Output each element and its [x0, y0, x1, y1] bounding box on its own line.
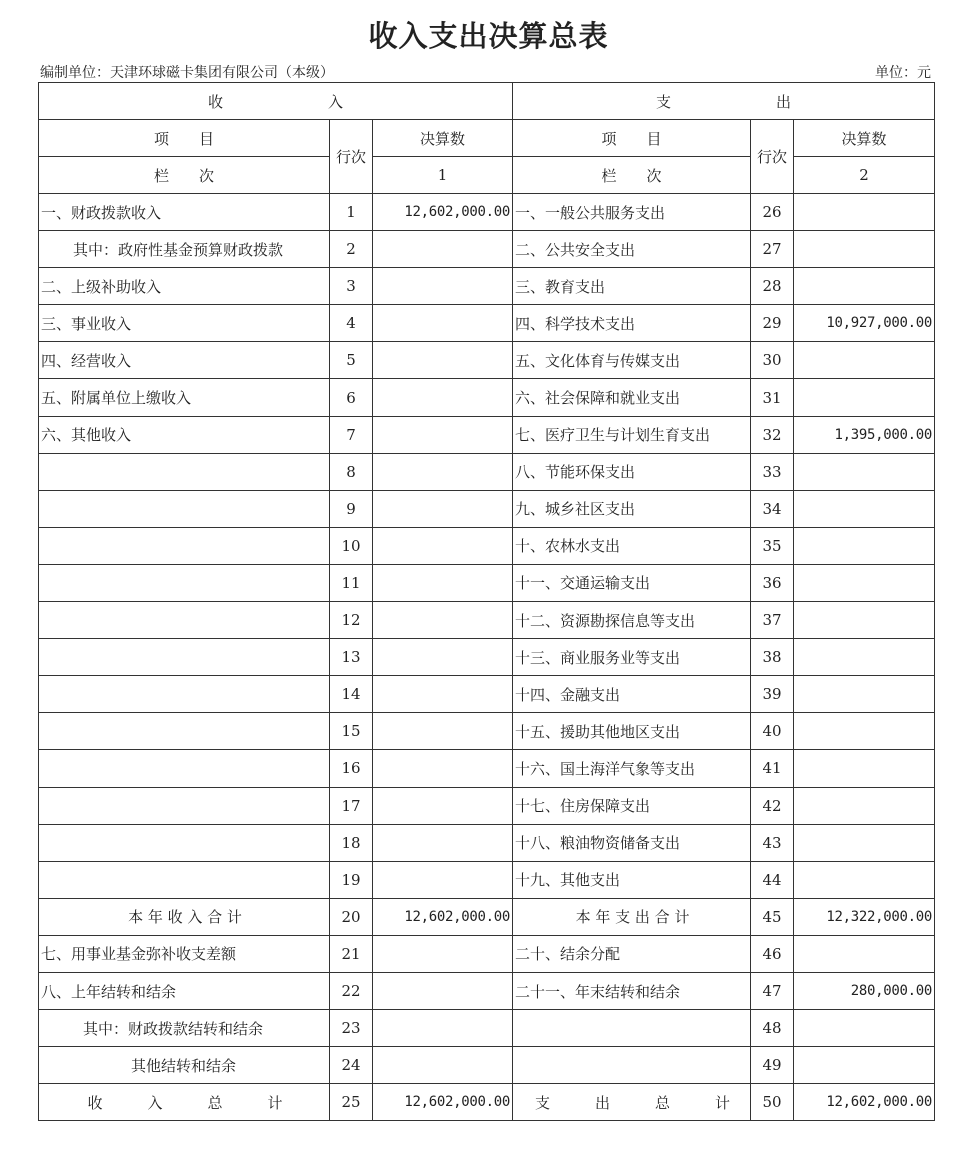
table-row: [39, 1010, 935, 1047]
table-row: [39, 231, 935, 268]
income-line-no: 22: [330, 972, 373, 1009]
expense-line-no: 46: [751, 935, 794, 972]
income-item-header: 项 目: [39, 120, 330, 157]
table-row: [39, 564, 935, 601]
table-row: [39, 1047, 935, 1084]
expense-item: 四、科学技术支出: [513, 305, 751, 342]
expense-amount: [794, 1010, 935, 1047]
expense-amount: [794, 639, 935, 676]
expense-item: 十六、国土海洋气象等支出: [513, 750, 751, 787]
income-amount: [373, 342, 513, 379]
expense-item: 二十一、年末结转和结余: [513, 972, 751, 1009]
expense-item: 十七、住房保障支出: [513, 787, 751, 824]
expense-line-no: 27: [751, 231, 794, 268]
income-group-header: 收 入: [39, 83, 513, 120]
expense-item: 十五、援助其他地区支出: [513, 713, 751, 750]
income-amount: [373, 268, 513, 305]
income-amount: [373, 231, 513, 268]
income-item: 五、附属单位上缴收入: [39, 379, 330, 416]
income-amount: [373, 379, 513, 416]
income-line-no: 17: [330, 787, 373, 824]
income-amount: [373, 490, 513, 527]
reporting-unit: 编制单位：天津环球磁卡集团有限公司（本级）: [40, 65, 334, 81]
expense-line-no: 40: [751, 713, 794, 750]
expense-line-no: 30: [751, 342, 794, 379]
expense-line-no: 42: [751, 787, 794, 824]
income-line-no: 13: [330, 639, 373, 676]
table-row: [39, 453, 935, 490]
expense-line-no: 38: [751, 639, 794, 676]
table-row: [39, 787, 935, 824]
table-row: [39, 713, 935, 750]
income-line-no: 16: [330, 750, 373, 787]
income-item: [39, 453, 330, 490]
income-line-no: 11: [330, 564, 373, 601]
expense-item-header: 项 目: [513, 120, 751, 157]
expense-amount: [794, 564, 935, 601]
income-item: [39, 490, 330, 527]
table-row: [39, 861, 935, 898]
income-amount: [373, 935, 513, 972]
expense-line-no: 39: [751, 676, 794, 713]
expense-line-no-header: 行次: [751, 120, 794, 194]
income-amount: [373, 972, 513, 1009]
table-row: [39, 490, 935, 527]
income-amount-header: 决算数: [373, 120, 513, 157]
income-item: [39, 861, 330, 898]
expense-line-no: 44: [751, 861, 794, 898]
expense-amount-header: 决算数: [794, 120, 935, 157]
report-title: 收入支出决算总表: [368, 19, 609, 53]
expense-item: 七、医疗卫生与计划生育支出: [513, 416, 751, 453]
income-amount: [373, 527, 513, 564]
expense-amount: 280,000.00: [794, 972, 935, 1009]
income-line-no: 15: [330, 713, 373, 750]
expense-amount: [794, 1047, 935, 1084]
table-row: [39, 898, 935, 935]
income-column-label: 栏 次: [39, 157, 330, 194]
income-line-no: 21: [330, 935, 373, 972]
income-item: 其中：财政拨款结转和结余: [39, 1010, 330, 1047]
expense-amount: [794, 750, 935, 787]
income-amount: [373, 602, 513, 639]
expense-item: 十四、金融支出: [513, 676, 751, 713]
income-line-no: 14: [330, 676, 373, 713]
table-row: [39, 1084, 935, 1121]
income-amount: [373, 1047, 513, 1084]
expense-line-no: 29: [751, 305, 794, 342]
table-row: [39, 527, 935, 564]
expense-line-no: 43: [751, 824, 794, 861]
income-amount: 12,602,000.00: [373, 194, 513, 231]
income-item: [39, 713, 330, 750]
expense-item: 三、教育支出: [513, 268, 751, 305]
column-index-row: [39, 157, 935, 194]
table-row: [39, 935, 935, 972]
income-line-no: 6: [330, 379, 373, 416]
income-line-no: 20: [330, 898, 373, 935]
expense-amount: [794, 602, 935, 639]
income-line-no: 5: [330, 342, 373, 379]
expense-line-no: 34: [751, 490, 794, 527]
expense-item: 十九、其他支出: [513, 861, 751, 898]
expense-amount: [794, 824, 935, 861]
table-row: [39, 639, 935, 676]
income-line-no: 19: [330, 861, 373, 898]
income-item: [39, 564, 330, 601]
income-line-no: 2: [330, 231, 373, 268]
expense-item: [513, 1047, 751, 1084]
income-item: [39, 750, 330, 787]
expense-line-no: 32: [751, 416, 794, 453]
income-item: [39, 676, 330, 713]
income-line-no: 24: [330, 1047, 373, 1084]
expense-item: 九、城乡社区支出: [513, 490, 751, 527]
expense-amount: [794, 379, 935, 416]
income-amount: 12,602,000.00: [373, 898, 513, 935]
table-row: [39, 602, 935, 639]
income-item: [39, 824, 330, 861]
expense-line-no: 48: [751, 1010, 794, 1047]
expense-item: 十、农林水支出: [513, 527, 751, 564]
income-item: 四、经营收入: [39, 342, 330, 379]
income-item: [39, 527, 330, 564]
income-amount: [373, 305, 513, 342]
expense-amount: [794, 676, 935, 713]
income-line-no: 7: [330, 416, 373, 453]
expense-amount: 10,927,000.00: [794, 305, 935, 342]
income-line-no: 18: [330, 824, 373, 861]
expense-amount: 12,322,000.00: [794, 898, 935, 935]
income-amount: [373, 564, 513, 601]
expense-item: [513, 1010, 751, 1047]
table-row: [39, 676, 935, 713]
income-line-no: 8: [330, 453, 373, 490]
expense-item: 二十、结余分配: [513, 935, 751, 972]
income-item: 八、上年结转和结余: [39, 972, 330, 1009]
table-row: [39, 972, 935, 1009]
expense-amount: [794, 527, 935, 564]
income-item: 六、其他收入: [39, 416, 330, 453]
table-row: [39, 268, 935, 305]
income-line-no: 3: [330, 268, 373, 305]
income-amount: [373, 750, 513, 787]
table-row: [39, 416, 935, 453]
expense-line-no: 36: [751, 564, 794, 601]
expense-item: 一、一般公共服务支出: [513, 194, 751, 231]
income-item: 二、上级补助收入: [39, 268, 330, 305]
expense-line-no: 50: [751, 1084, 794, 1121]
income-line-no: 4: [330, 305, 373, 342]
income-item: [39, 787, 330, 824]
expense-item: 本 年 支 出 合 计: [513, 898, 751, 935]
column-header-row: [39, 120, 935, 157]
group-header-row: [39, 83, 935, 120]
expense-line-no: 45: [751, 898, 794, 935]
expense-line-no: 47: [751, 972, 794, 1009]
income-line-no-header: 行次: [330, 120, 373, 194]
expense-amount: 1,395,000.00: [794, 416, 935, 453]
income-item: [39, 639, 330, 676]
expense-group-header: 支 出: [513, 83, 935, 120]
expense-item: 十一、交通运输支出: [513, 564, 751, 601]
income-amount: [373, 861, 513, 898]
income-item: 收 入 总 计: [39, 1084, 330, 1121]
expense-amount: [794, 268, 935, 305]
expense-amount: [794, 935, 935, 972]
table-row: [39, 194, 935, 231]
expense-line-no: 26: [751, 194, 794, 231]
income-line-no: 12: [330, 602, 373, 639]
expense-line-no: 28: [751, 268, 794, 305]
income-item: 其他结转和结余: [39, 1047, 330, 1084]
income-amount: 12,602,000.00: [373, 1084, 513, 1121]
expense-amount: [794, 490, 935, 527]
table-row: [39, 379, 935, 416]
income-line-no: 9: [330, 490, 373, 527]
income-expense-table: [38, 82, 935, 1121]
expense-column-label: 栏 次: [513, 157, 751, 194]
currency-unit: 单位：元: [875, 65, 931, 81]
expense-amount: [794, 231, 935, 268]
expense-line-no: 41: [751, 750, 794, 787]
expense-line-no: 31: [751, 379, 794, 416]
income-amount: [373, 676, 513, 713]
expense-line-no: 35: [751, 527, 794, 564]
income-amount: [373, 639, 513, 676]
expense-item: 十八、粮油物资储备支出: [513, 824, 751, 861]
expense-line-no: 37: [751, 602, 794, 639]
expense-amount: [794, 342, 935, 379]
income-amount: [373, 453, 513, 490]
expense-item: 十三、商业服务业等支出: [513, 639, 751, 676]
expense-item: 十二、资源勘探信息等支出: [513, 602, 751, 639]
income-item: [39, 602, 330, 639]
expense-line-no: 33: [751, 453, 794, 490]
income-amount: [373, 416, 513, 453]
income-amount: [373, 824, 513, 861]
expense-amount: [794, 787, 935, 824]
income-amount: [373, 787, 513, 824]
income-item: 三、事业收入: [39, 305, 330, 342]
income-line-no: 23: [330, 1010, 373, 1047]
expense-amount: [794, 453, 935, 490]
income-item: 一、财政拨款收入: [39, 194, 330, 231]
table-row: [39, 750, 935, 787]
income-line-no: 10: [330, 527, 373, 564]
expense-item: 支 出 总 计: [513, 1084, 751, 1121]
income-amount: [373, 1010, 513, 1047]
table-row: [39, 305, 935, 342]
expense-amount: [794, 194, 935, 231]
expense-amount: 12,602,000.00: [794, 1084, 935, 1121]
expense-line-no: 49: [751, 1047, 794, 1084]
income-item: 其中：政府性基金预算财政拨款: [39, 231, 330, 268]
income-line-no: 1: [330, 194, 373, 231]
expense-item: 二、公共安全支出: [513, 231, 751, 268]
income-item: 七、用事业基金弥补收支差额: [39, 935, 330, 972]
table-row: [39, 824, 935, 861]
expense-amount: [794, 713, 935, 750]
expense-column-no: 2: [794, 157, 935, 194]
income-item: 本 年 收 入 合 计: [39, 898, 330, 935]
income-line-no: 25: [330, 1084, 373, 1121]
table-row: [39, 342, 935, 379]
expense-item: 五、文化体育与传媒支出: [513, 342, 751, 379]
expense-amount: [794, 861, 935, 898]
expense-item: 八、节能环保支出: [513, 453, 751, 490]
income-column-no: 1: [373, 157, 513, 194]
expense-item: 六、社会保障和就业支出: [513, 379, 751, 416]
income-amount: [373, 713, 513, 750]
